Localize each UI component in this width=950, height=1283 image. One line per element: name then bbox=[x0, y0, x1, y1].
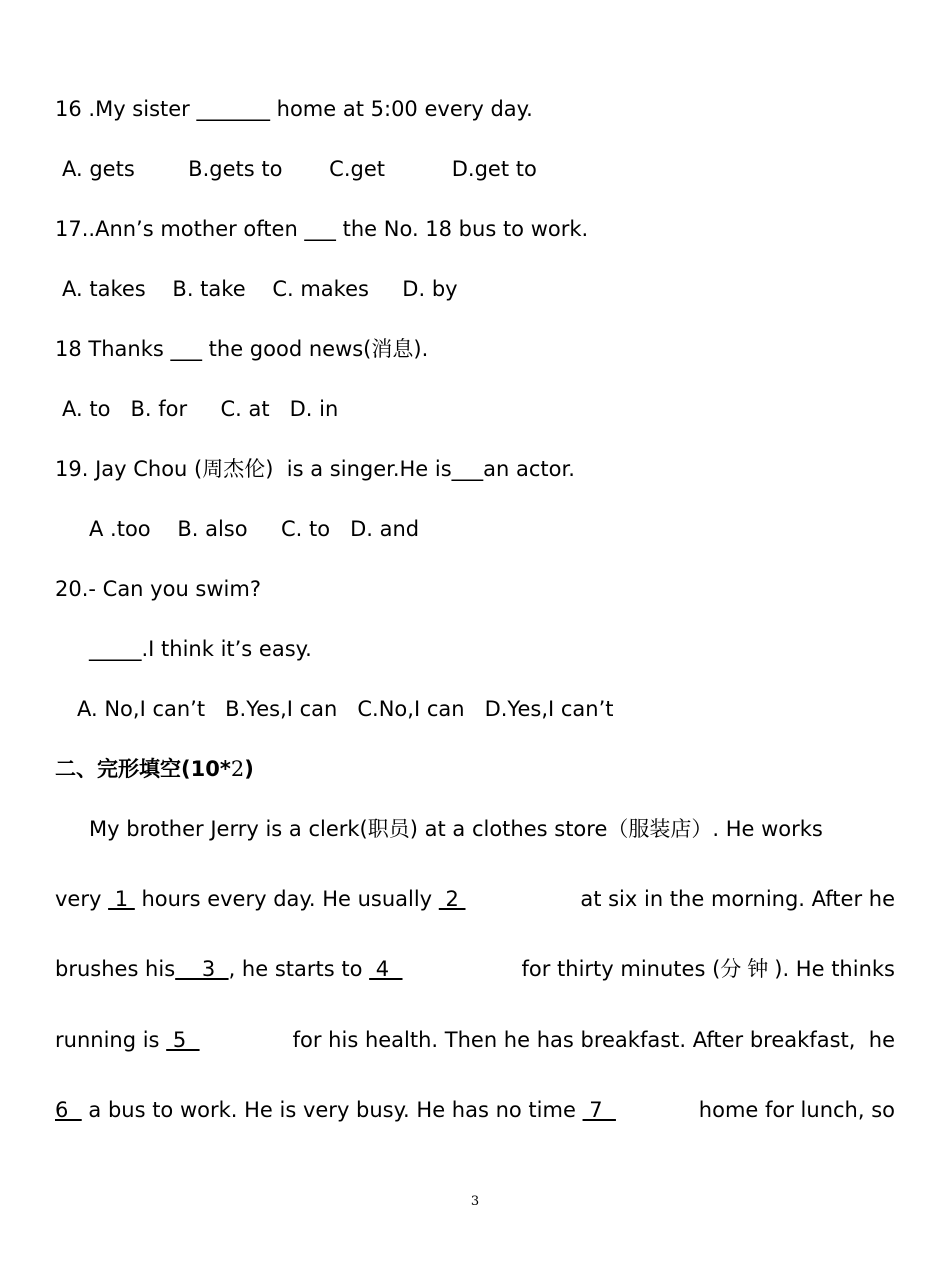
blank-7: 7 bbox=[582, 1098, 616, 1122]
question-17-stem: 17..Ann’s mother often ___ the No. 18 bus to work. bbox=[55, 217, 589, 241]
blank-3: 3 bbox=[175, 957, 229, 981]
passage-line-5: 6 a bus to work. He is very busy. He has no time 7 home for lunch, so bbox=[55, 1098, 895, 1122]
question-18-stem: 18 Thanks ___ the good news(消息). bbox=[55, 337, 429, 361]
passage-line-1: My brother Jerry is a clerk(职员) at a clothes store（服装店）. He works bbox=[89, 817, 823, 841]
blank-4: 4 bbox=[369, 957, 403, 981]
passage-line-4: running is 5 for his health. Then he has breakfast. After breakfast, he bbox=[55, 1028, 895, 1052]
passage-line-2: very 1 hours every day. He usually 2 at six in the morning. After he bbox=[55, 887, 895, 911]
question-19-stem: 19. Jay Chou (周杰伦) is a singer.He is___an actor. bbox=[55, 457, 575, 481]
blank-2: 2 bbox=[438, 887, 466, 911]
question-16-stem: 16 .My sister _______ home at 5:00 every day. bbox=[55, 97, 533, 121]
question-18-options: A. to B. for C. at D. in bbox=[62, 397, 339, 421]
question-20-reply: _____.I think it’s easy. bbox=[89, 637, 312, 661]
question-17-options: A. takes B. take C. makes D. by bbox=[62, 277, 458, 301]
question-20-options: A. No,I can’t B.Yes,I can C.No,I can D.Yes,I can’t bbox=[77, 697, 614, 721]
blank-5: 5 bbox=[166, 1028, 200, 1052]
section-heading: 二、完形填空(10*2) bbox=[55, 756, 254, 781]
passage-line-3: brushes his 3 , he starts to 4 for thirty minutes (分钟). He thinks bbox=[55, 957, 895, 981]
blank-1: 1 bbox=[108, 887, 135, 911]
page-number: 3 bbox=[470, 1194, 480, 1209]
question-16-options: A. gets B.gets to C.get D.get to bbox=[62, 157, 537, 181]
blank-6: 6 bbox=[55, 1098, 82, 1122]
question-19-options: A .too B. also C. to D. and bbox=[89, 517, 420, 541]
question-20-stem: 20.- Can you swim? bbox=[55, 577, 261, 601]
